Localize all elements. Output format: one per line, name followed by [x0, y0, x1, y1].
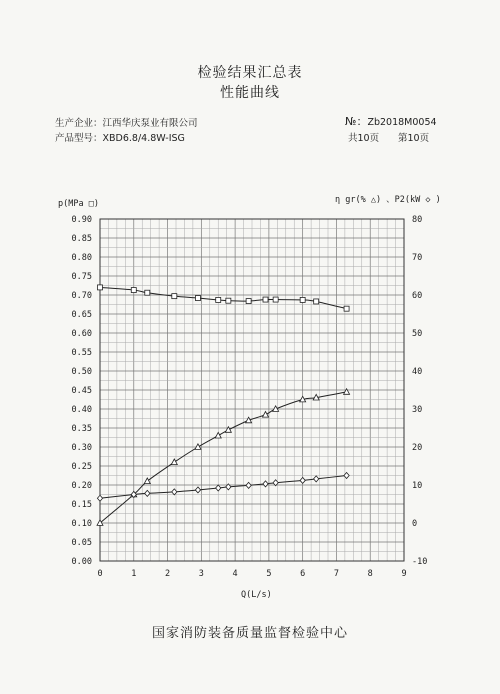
y-left-tick-label: 0.00: [71, 557, 92, 567]
y-left-tick-label: 0.60: [71, 329, 92, 339]
company-label: 生产企业：: [55, 118, 103, 129]
model-label: 产品型号：: [55, 133, 103, 144]
data-point-square: [131, 288, 136, 293]
chart-ticks: [72, 215, 428, 579]
x-tick-label: 6: [300, 569, 306, 579]
data-point-square: [246, 299, 251, 304]
data-point-square: [344, 306, 349, 311]
y-left-tick-label: 0.90: [71, 215, 92, 225]
x-tick-label: 4: [232, 569, 238, 579]
chart-grid: [100, 219, 404, 561]
y-left-tick-label: 0.80: [71, 253, 92, 263]
data-point-diamond: [263, 481, 268, 487]
y-right-tick-label: 20: [412, 443, 423, 453]
x-tick-label: 7: [333, 569, 340, 579]
data-point-triangle: [225, 427, 231, 433]
data-point-square: [226, 298, 231, 303]
model-value: XBD6.8/4.8W-ISG: [102, 133, 185, 144]
series-curve-diamond: [100, 476, 347, 499]
footer-agency: 国家消防装备质量监督检验中心: [151, 626, 348, 641]
page-number: 第10页: [398, 133, 430, 144]
data-point-triangle: [195, 444, 201, 450]
data-point-diamond: [145, 490, 150, 496]
data-point-diamond: [97, 495, 102, 501]
y-left-tick-label: 0.75: [71, 272, 92, 282]
y-right-tick-label: 40: [412, 367, 423, 377]
data-point-square: [172, 294, 177, 299]
x-tick-label: 0: [97, 569, 103, 579]
data-point-triangle: [263, 412, 269, 418]
page-title: 检验结果汇总表: [197, 65, 303, 81]
y-left-tick-label: 0.25: [71, 462, 92, 472]
data-point-triangle: [144, 478, 150, 484]
x-axis-label: Q(L/s): [241, 590, 272, 600]
data-point-triangle: [171, 459, 177, 465]
y-left-tick-label: 0.15: [71, 500, 92, 510]
x-tick-label: 8: [367, 569, 373, 579]
data-point-square: [314, 299, 319, 304]
y-right-tick-label: 50: [412, 329, 423, 339]
total-pages: 共10页: [348, 133, 380, 144]
y-right-tick-label: 10: [412, 481, 423, 491]
y-right-tick-label: 0: [412, 519, 418, 529]
y-right-tick-label: -10: [412, 557, 428, 567]
data-point-square: [145, 290, 150, 295]
data-point-diamond: [314, 476, 319, 482]
y-right-tick-label: 30: [412, 405, 423, 415]
data-point-diamond: [300, 477, 305, 483]
y-left-tick-label: 0.05: [71, 538, 92, 548]
series-curve-square: [100, 287, 347, 308]
data-point-triangle: [344, 389, 350, 395]
data-point-diamond: [246, 482, 251, 488]
y-left-tick-label: 0.10: [71, 519, 92, 529]
y-left-tick-label: 0.35: [71, 424, 92, 434]
report-no-label: №：: [345, 115, 368, 128]
page-subtitle: 性能曲线: [220, 85, 280, 101]
chart-curves: [100, 287, 347, 523]
y-right-tick-label: 70: [412, 253, 423, 263]
series-curve-triangle: [100, 392, 347, 523]
y-left-tick-label: 0.30: [71, 443, 92, 453]
data-point-triangle: [215, 432, 221, 438]
y-left-tick-label: 0.65: [71, 310, 92, 320]
y-axis-left-label: p(MPa □): [58, 199, 99, 209]
x-tick-label: 1: [131, 569, 137, 579]
y-left-tick-label: 0.70: [71, 291, 92, 301]
x-tick-label: 2: [164, 569, 171, 579]
y-left-tick-label: 0.20: [71, 481, 92, 491]
data-point-square: [98, 285, 103, 290]
x-tick-label: 5: [266, 569, 272, 579]
y-left-tick-label: 0.55: [71, 348, 92, 358]
company-value: 江西华庆泵业有限公司: [102, 118, 198, 129]
data-point-square: [273, 297, 278, 302]
y-left-tick-label: 0.40: [71, 405, 92, 415]
y-right-tick-label: 80: [412, 215, 423, 225]
x-tick-label: 9: [401, 569, 407, 579]
report-no-value: Zb2018M0054: [367, 117, 437, 128]
data-point-square: [300, 297, 305, 302]
data-point-diamond: [216, 485, 221, 491]
data-point-square: [195, 296, 200, 301]
data-point-square: [263, 297, 268, 302]
data-point-square: [216, 297, 221, 302]
data-point-diamond: [195, 487, 200, 493]
y-right-tick-label: 60: [412, 291, 423, 301]
y-left-tick-label: 0.85: [71, 234, 92, 244]
x-tick-label: 3: [198, 569, 204, 579]
y-left-tick-label: 0.50: [71, 367, 92, 377]
chart-markers: [97, 285, 350, 526]
y-left-tick-label: 0.45: [71, 386, 92, 396]
y-axis-right-label: η gr(% △) 、P2(kW ◇ ): [335, 195, 441, 205]
